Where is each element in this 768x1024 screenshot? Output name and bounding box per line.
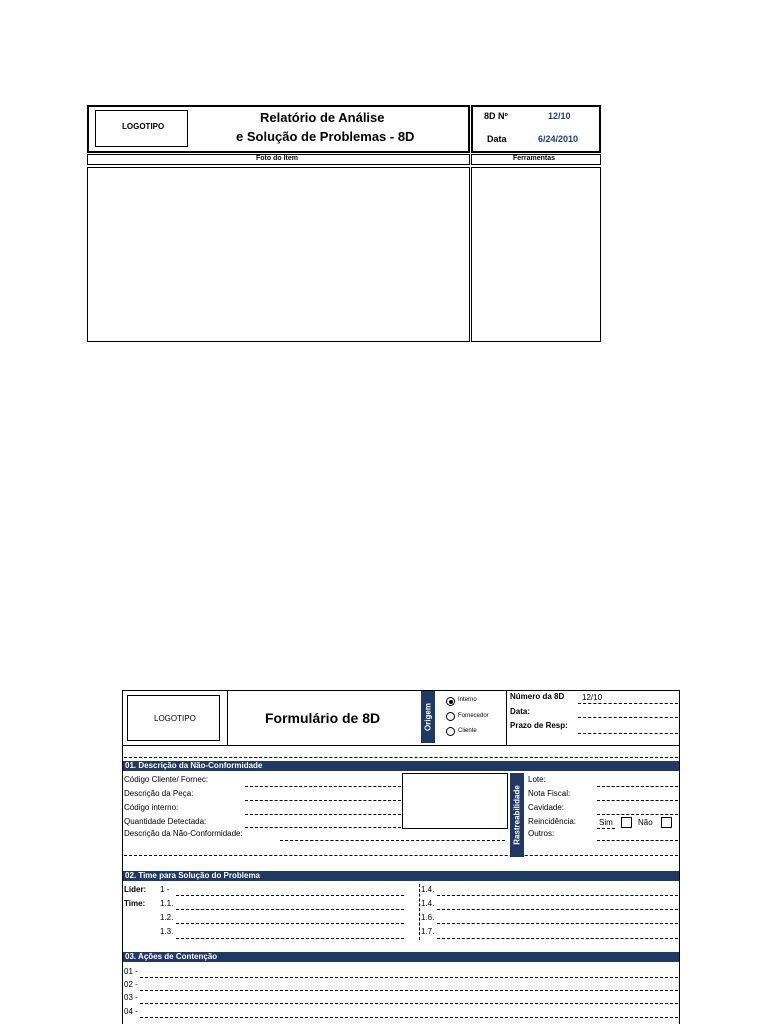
report-logo: LOGOTIPO [122, 122, 165, 131]
containment-field-2[interactable] [140, 990, 678, 991]
team-right-item-1: 1.4. [421, 885, 435, 894]
field-part-desc-label: Descrição da Peça: [124, 789, 194, 798]
cavity-label: Cavidade: [528, 803, 565, 812]
field-internal-code-label: Código interno: [124, 803, 179, 812]
field-quantity-label: Quantidade Detectada: [124, 817, 207, 826]
field-client-code-label: Código Cliente/ Fornec: [124, 775, 209, 784]
team-right-field-2[interactable] [437, 909, 678, 910]
team-left-item-2: 1.1. [160, 899, 174, 908]
origin-client-radio[interactable] [446, 727, 455, 736]
team-right-item-2: 1.4. [421, 899, 435, 908]
lot-label: Lote: [528, 775, 546, 784]
form-title-divider [227, 690, 228, 745]
team-left-field-3[interactable] [176, 923, 404, 924]
team-right-field-4[interactable] [437, 938, 678, 939]
team-left-field-2[interactable] [176, 909, 404, 910]
field-quantity[interactable] [245, 827, 401, 828]
containment-item-1: 01 - [124, 967, 138, 976]
containment-item-4: 04 - [124, 1007, 138, 1016]
leader-label: Líder: [124, 885, 147, 894]
report-title-line2: e Solução de Problemas - 8D [236, 129, 415, 144]
containment-field-4[interactable] [140, 1017, 678, 1018]
date-label: Data: [510, 707, 531, 716]
team-right-item-4: 1.7. [421, 927, 435, 936]
date-field[interactable] [578, 717, 678, 718]
report-date-label: Data [487, 134, 507, 144]
team-right-item-3: 1.6. [421, 913, 435, 922]
cavity-field[interactable] [597, 814, 678, 815]
deadline-field[interactable] [578, 733, 678, 734]
team-right-field-3[interactable] [437, 923, 678, 924]
header-right-divider [506, 690, 507, 745]
team-label: Time: [124, 899, 146, 908]
section1-title: 01. Descrição da Não-Conformidade [123, 761, 679, 771]
team-left-item-4: 1.3. [160, 927, 174, 936]
form-title: Formulário de 8D [265, 710, 381, 726]
number-label: Número da 8D [510, 692, 565, 701]
containment-item-3: 03 - [124, 993, 138, 1002]
recurrence-yes-checkbox[interactable] [621, 817, 632, 828]
containment-field-1[interactable] [140, 977, 678, 978]
tools-area[interactable] [471, 167, 601, 342]
recurrence-no-label: Não [638, 818, 653, 827]
containment-field-3[interactable] [140, 1003, 678, 1004]
origin-label: Origem [423, 702, 433, 732]
header-spacer-line [124, 757, 678, 758]
recurrence-label: Reincidência: [528, 817, 577, 826]
origin-label-bar [421, 691, 435, 743]
team-left-field-4[interactable] [176, 938, 404, 939]
report-number-label: 8D Nº [484, 111, 508, 121]
team-right-field-1[interactable] [437, 895, 678, 896]
form-logo: LOGOTIPO [154, 714, 196, 723]
report-title-line1: Relatório de Análise [260, 110, 385, 125]
recurrence-no-checkbox[interactable] [661, 817, 672, 828]
report-date-value: 6/24/2010 [538, 134, 579, 144]
containment-item-2: 02 - [124, 980, 138, 989]
field-nc-desc-line2[interactable] [124, 855, 678, 856]
recurrence-yes-label: Sim [599, 818, 613, 827]
field-part-desc[interactable] [245, 800, 401, 801]
recurrence-yes-underline [597, 828, 615, 829]
number-line [578, 703, 678, 704]
others-label: Outros: [528, 829, 555, 838]
report-number-value: 12/10 [548, 111, 571, 121]
others-field[interactable] [597, 840, 678, 841]
team-left-field-1[interactable] [176, 895, 404, 896]
team-left-item-1: 1 - [160, 885, 170, 894]
section3-title: 03. Ações de Contenção [123, 952, 679, 962]
origin-client-label: Cliente [458, 728, 477, 734]
invoice-field[interactable] [597, 800, 678, 801]
team-left-item-3: 1.2. [160, 913, 174, 922]
origin-supplier-radio[interactable] [446, 712, 455, 721]
field-nc-desc-label: Descrição da Não-Conformidade: [124, 829, 243, 838]
origin-supplier-label: Fornecedor [458, 713, 489, 719]
origin-internal-radio[interactable] [446, 697, 455, 706]
tools-label: Ferramentas [513, 155, 556, 162]
traceability-label: Rastreabilidade [512, 785, 522, 845]
section1-image-box[interactable] [402, 773, 508, 829]
section2-title: 02. Time para Solução do Problema [123, 871, 679, 881]
number-value: 12/10 [582, 693, 603, 702]
lot-field[interactable] [597, 786, 678, 787]
traceability-label-bar [510, 773, 524, 857]
photo-area[interactable] [87, 167, 470, 342]
origin-internal-label: Interno [458, 697, 477, 703]
field-internal-code[interactable] [245, 814, 401, 815]
deadline-label: Prazo de Resp: [510, 721, 568, 730]
photo-label: Foto do Item [256, 155, 298, 162]
team-column-divider [419, 884, 420, 940]
header-bottom-line [122, 745, 680, 746]
field-nc-desc[interactable] [280, 840, 505, 841]
invoice-label: Nota Fiscal: [528, 789, 571, 798]
field-client-code[interactable] [245, 786, 401, 787]
